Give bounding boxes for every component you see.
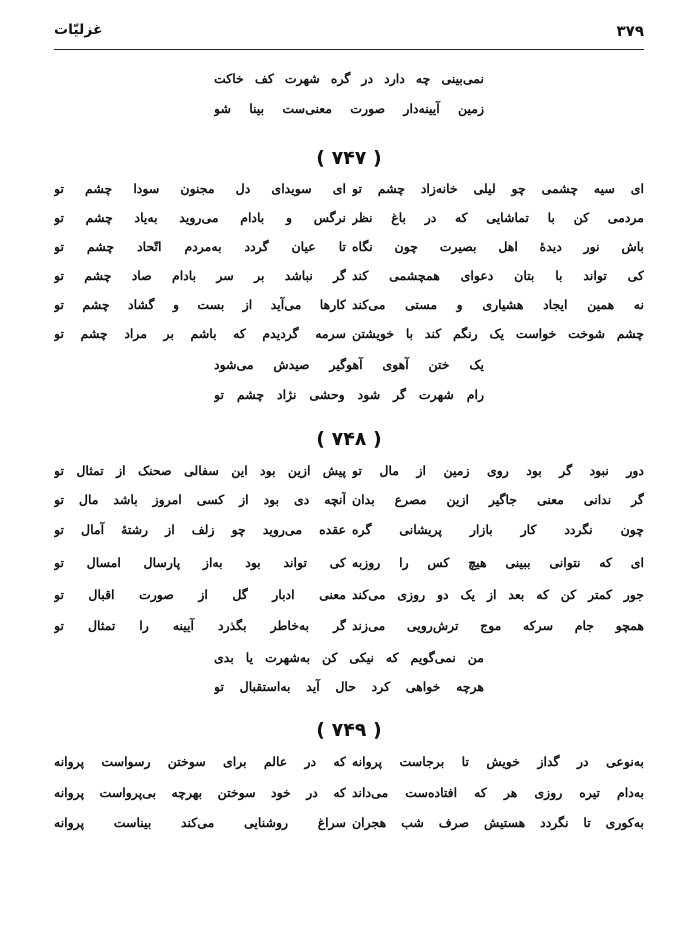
verse-left: کی تواند بود به‌از پارسال امسال تو	[54, 555, 346, 570]
verse-left: آنچه دی بود از کسی امروز باشد مال تو	[54, 492, 346, 507]
verse-left: عقده می‌روید چو زلف از رشتهٔ آمال تو	[54, 522, 346, 537]
verse-left: نرگس و بادام می‌روید به‌یاد چشم تو	[54, 210, 346, 225]
verse-left: گر به‌خاطر بگذرد آیینه را تمثال تو	[54, 618, 346, 633]
verse-left: که در خود سوختن بهرچه بی‌پرواست پروانه	[54, 785, 346, 800]
header-rule	[54, 49, 644, 50]
ghazal-number: ( ۷۴۷ )	[316, 147, 382, 169]
verse-right: ای که نتوانی ببینی هیچ کس را روزبه	[352, 555, 644, 570]
ghazal-number: ( ۷۴۸ )	[316, 428, 382, 450]
verse-right: ای سیه چشمی چو لیلی خانه‌زاد چشم تو	[352, 181, 644, 196]
verse-right: به‌نوعی در گداز خویش تا برجاست پروانه	[352, 754, 644, 769]
intro-verse-2: زمین آیینه‌دار صورت معنی‌ست بینا شو	[214, 101, 484, 116]
closing-verse-1: من نمی‌گویم که نیکی کن به‌شهرت یا بدی	[214, 650, 484, 665]
page-number: ۳۷۹	[616, 22, 644, 40]
verse-left: کارها می‌آید از بست و گشاد چشم تو	[54, 297, 346, 312]
verse-right: دور نبود گر بود روی زمین از مال تو	[352, 463, 644, 478]
verse-left: سراغ روشنایی می‌کند بیناست پروانه	[54, 815, 346, 830]
intro-verse-1: نمی‌بینی چه دارد در گره شهرت کف خاکت	[214, 71, 484, 86]
verse-right: مردمی کن با تماشایی که در باغ نظر	[352, 210, 644, 225]
verse-left: سرمه گردیدم که باشم بر مراد چشم تو	[54, 326, 346, 341]
verse-right: باش نور دیدهٔ اهل بصیرت چون نگاه	[352, 239, 644, 254]
closing-verse-1: یک ختن آهوی آهوگیر صیدش می‌شود	[214, 357, 484, 372]
verse-left: که در عالم برای سوختن رسواست پروانه	[54, 754, 346, 769]
verse-right: به‌کوری تا نگردد هستیش صرف شب هجران	[352, 815, 644, 830]
verse-right: نه همین ایجاد هشیاری و مستی می‌کند	[352, 297, 644, 312]
verse-right: چون نگردد کار بازار پریشانی گره	[352, 522, 644, 537]
verse-left: گر نباشد بر سر بادام صاد چشم تو	[54, 268, 346, 283]
verse-right: همچو جام سرکه موج ترش‌رویی می‌زند	[352, 618, 644, 633]
verse-right: چشم شوخت خواست یک رنگم کند با خویشتن	[352, 326, 644, 341]
running-title: غزلیّات	[54, 22, 103, 38]
verse-right: به‌دام تیره روزی هر که افتاده‌ست می‌داند	[352, 785, 644, 800]
verse-right: گر ندانی معنی جاگیر ازین مصرع بدان	[352, 492, 644, 507]
verse-left: معنی ادبار گل از صورت اقبال تو	[54, 587, 346, 602]
verse-left: تا عیان گردد به‌مردم اتّحاد چشم تو	[54, 239, 346, 254]
ghazal-number: ( ۷۴۹ )	[316, 719, 382, 741]
closing-verse-2: هرچه خواهی کرد حال آید به‌استقبال تو	[214, 679, 484, 694]
verse-right: کی تواند با بتان دعوای همچشمی کند	[352, 268, 644, 283]
verse-right: جور کمتر کن که بعد از یک دو روزی می‌کند	[352, 587, 644, 602]
closing-verse-2: رام شهرت گر شود وحشی نژاد چشم تو	[214, 387, 484, 402]
verse-left: ای سویدای دل مجنون سودا چشم تو	[54, 181, 346, 196]
verse-left: پیش ازین بود این سفالی صحنک از تمثال تو	[54, 463, 346, 478]
